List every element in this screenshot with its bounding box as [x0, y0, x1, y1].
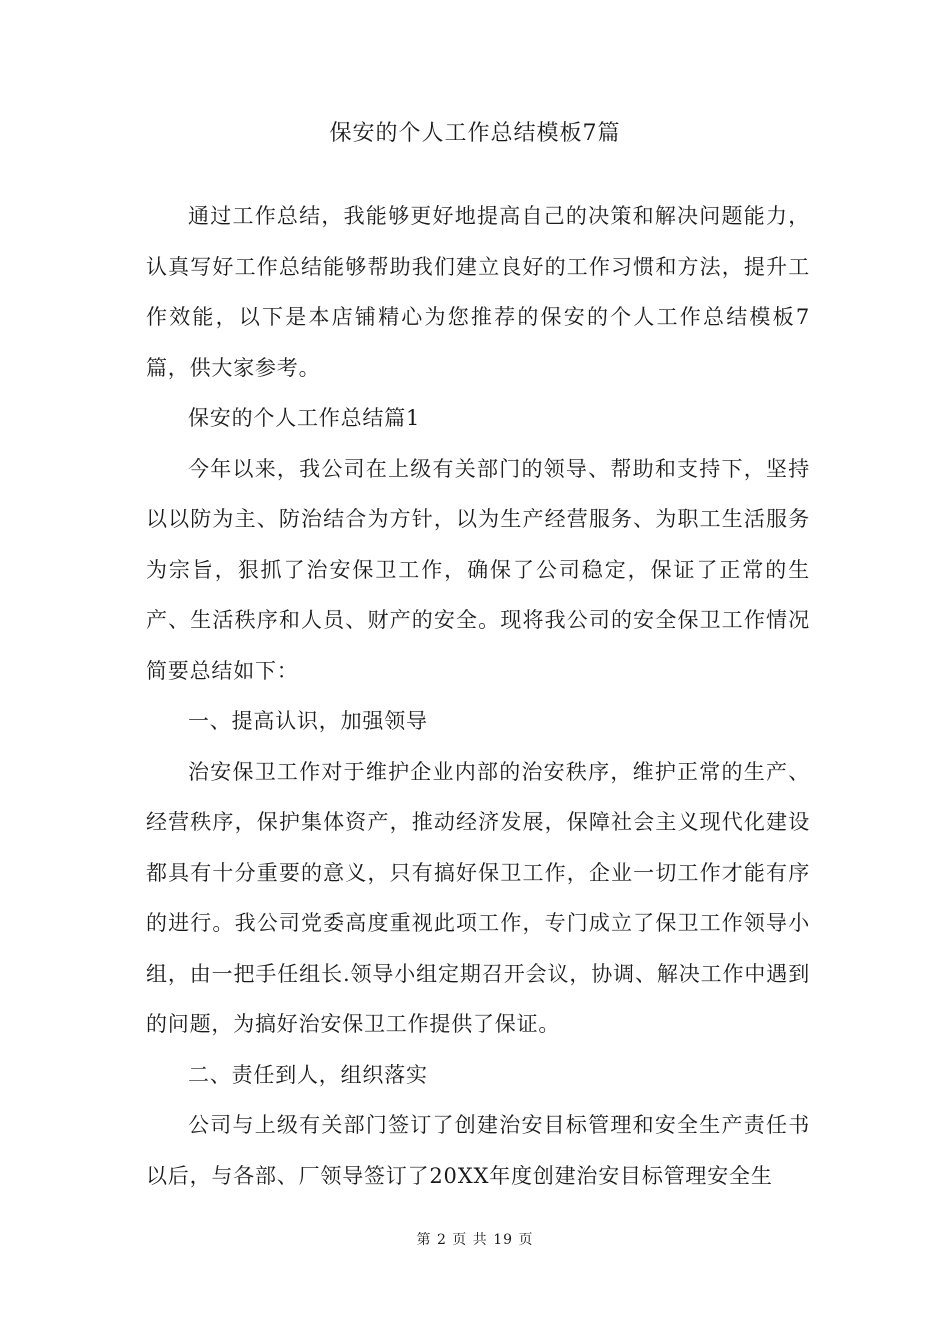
body-paragraph: 公司与上级有关部门签订了创建治安目标管理和安全生产责任书以后，与各部、厂领导签订了20XX年度创建治安目标管理安全生 — [146, 1113, 810, 1188]
intro-paragraph: 通过工作总结，我能够更好地提高自己的决策和解决问题能力，认真写好工作总结能够帮助我们建立良好的工作习惯和方法，提升工作效能，以下是本店铺精心为您推荐的保安的个人工作总结模板7篇，供大家参考。 — [146, 204, 810, 380]
page-number: 第 2 页 共 19 页 — [416, 1232, 534, 1248]
body-paragraph: 今年以来，我公司在上级有关部门的领导、帮助和支持下，坚持以以防为主、防治结合为方针，以为生产经营服务、为职工生活服务为宗旨，狠抓了治安保卫工作，确保了公司稳定，保证了正常的生产、生活秩序和人员、财产的安全。现将我公司的安全保卫工作情况简要总结如下： — [146, 456, 810, 683]
document-title: 保安的个人工作总结模板7篇 — [329, 121, 621, 146]
subsection-heading: 二、责任到人，组织落实 — [188, 1062, 428, 1087]
subsection-heading: 一、提高认识，加强领导 — [188, 709, 428, 733]
body-paragraph: 治安保卫工作对于维护企业内部的治安秩序，维护正常的生产、经营秩序，保护集体资产，推动经济发展，保障社会主义现代化建设都具有十分重要的意义，只有搞好保卫工作，企业一切工作才能有序的进行。我公司党委高度重视此项工作，专门成立了保卫工作领导小组，由一把手任组长.领导小组定期召开会议，协调、解决工作中遇到的问题，为搞好治安保卫工作提供了保证。 — [146, 759, 810, 1036]
section-heading: 保安的个人工作总结篇1 — [188, 406, 421, 430]
document-body — [146, 191, 810, 1201]
